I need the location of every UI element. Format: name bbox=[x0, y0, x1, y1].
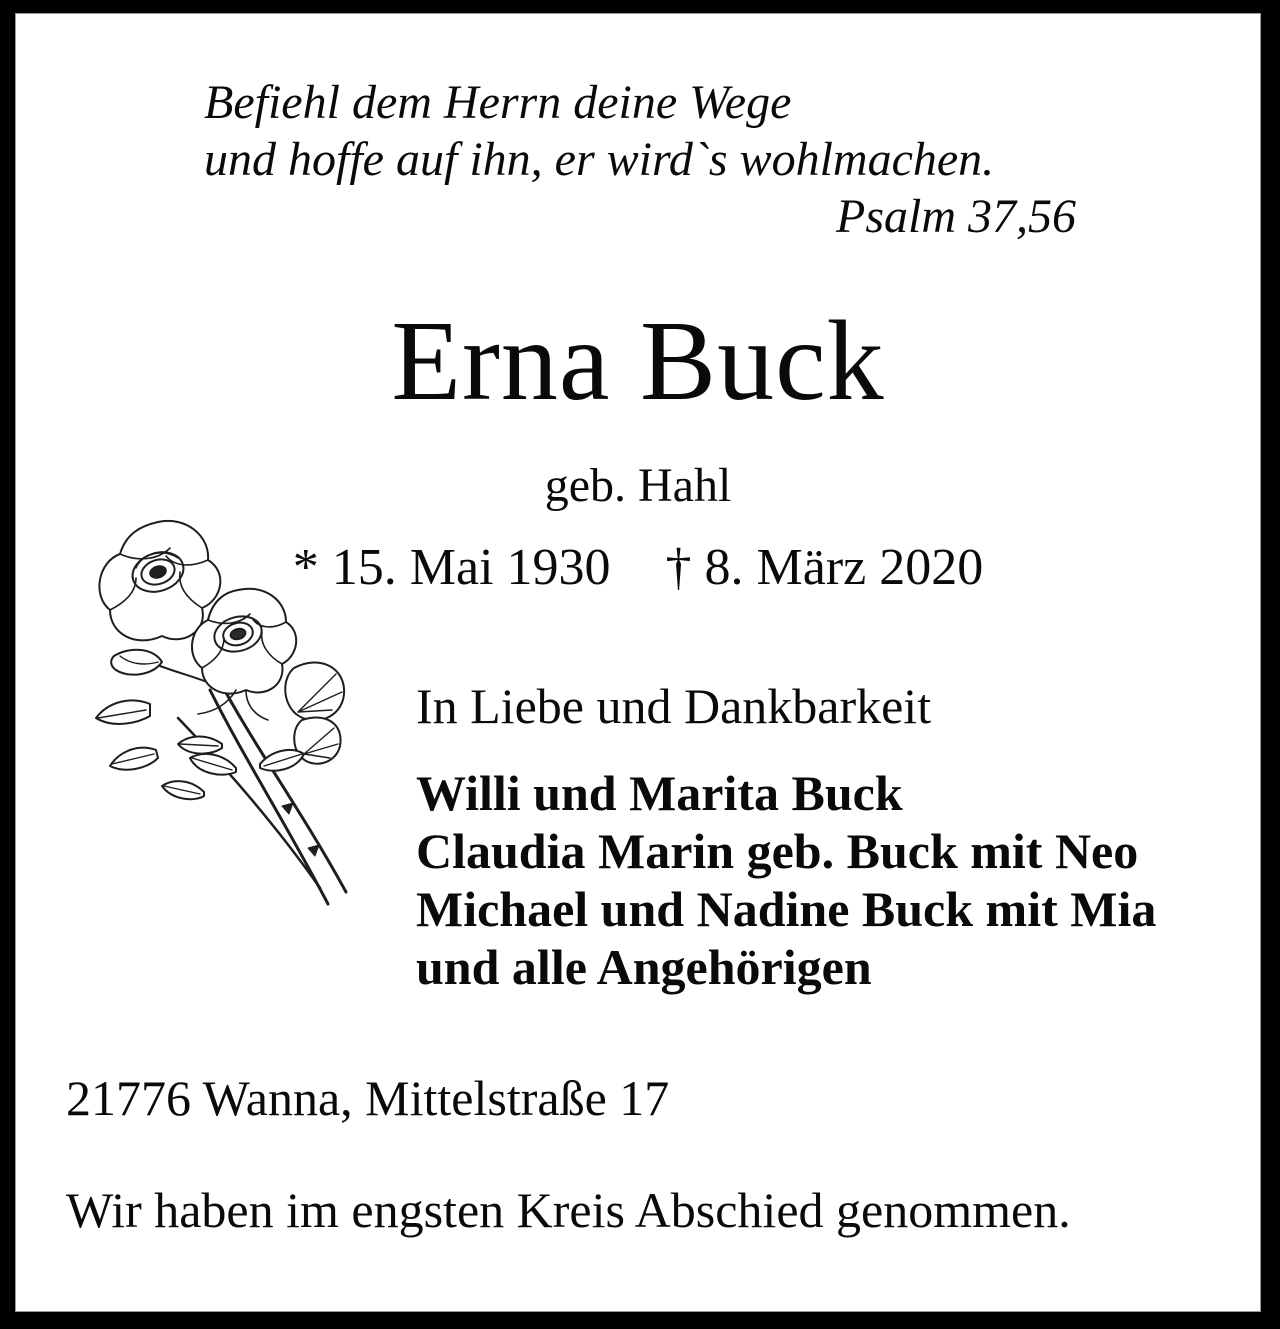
maiden-name: geb. Hahl bbox=[544, 459, 732, 512]
obituary-card bbox=[15, 13, 1261, 1312]
death-date: † 8. März 2020 bbox=[665, 539, 984, 596]
quote-attribution: Psalm 37,56 bbox=[836, 190, 1076, 243]
family-line: und alle Angehörigen bbox=[416, 939, 872, 995]
deceased-name: Erna Buck bbox=[391, 297, 885, 424]
closing-line: Wir haben im engsten Kreis Abschied genommen. bbox=[66, 1182, 1071, 1238]
quote-line-2: und hoffe auf ihn, er wird`s wohlmachen. bbox=[204, 133, 995, 186]
scripture-quote bbox=[204, 74, 1076, 245]
family-line: Michael und Nadine Buck mit Mia bbox=[416, 881, 1157, 937]
family-line: Willi und Marita Buck bbox=[416, 765, 903, 821]
birth-date: * 15. Mai 1930 bbox=[292, 539, 611, 596]
address-line: 21776 Wanna, Mittelstraße 17 bbox=[66, 1070, 670, 1126]
rose-illustration bbox=[86, 506, 386, 916]
quote-line-1: Befiehl dem Herrn deine Wege bbox=[204, 76, 792, 129]
family-names bbox=[416, 764, 1156, 996]
family-line: Claudia Marin geb. Buck mit Neo bbox=[416, 823, 1139, 879]
tribute-line: In Liebe und Dankbarkeit bbox=[416, 678, 932, 734]
